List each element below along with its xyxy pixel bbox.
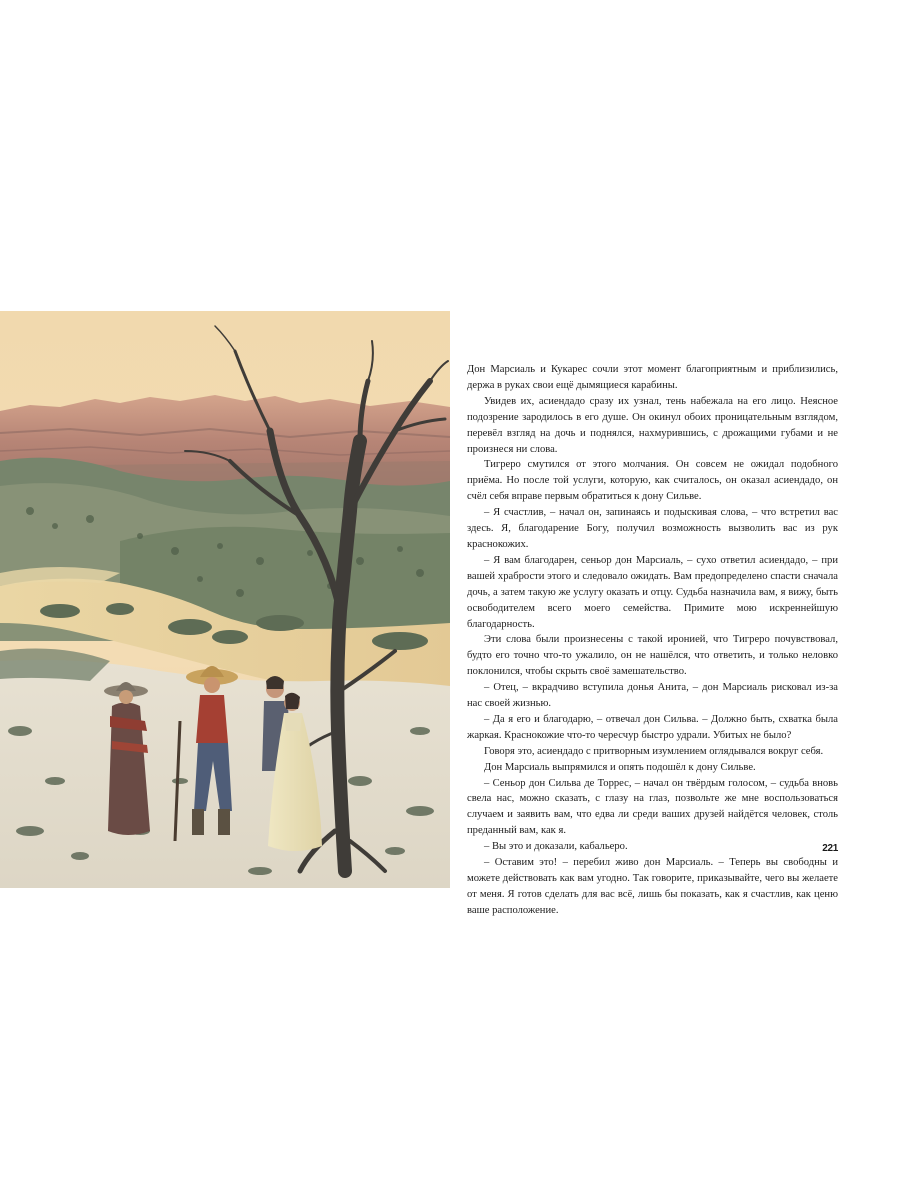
- chapter-text: [467, 362, 838, 919]
- paragraph: – Отец, – вкрадчиво вступила донья Анита, – дон Марсиаль рисковал из-за нас своей жизнью.: [467, 682, 838, 710]
- paragraph: – Оставим это! – перебил живо дон Марсиаль. – Теперь вы свободны и можете действовать как вам угодно. Так говорите, приказывайте, чего вы желаете от меня. Я готов сделать для вас всё, лишь бы показать, как я счастлив, как ценю ваше расположение.: [467, 857, 838, 916]
- paragraph: – Я вам благодарен, сеньор дон Марсиаль, – сухо ответил асиендадо, – при вашей храбрости этого и следовало ожидать. Вам предопределено спасти сначала дочь, а затем такую же услугу оказать и отцу. Судьба назначила вам, я вижу, быть освободителем всего моего семейства. Примите мою искреннейшую благодарность.: [467, 554, 838, 630]
- page-number: 221: [822, 843, 838, 854]
- paragraph: Тигреро смутился от этого молчания. Он совсем не ожидал подобного приёма. Но после той услуги, которую, как считалось, он оказал асиендадо, он счёл себя вправе первым обратиться к дону Сильве.: [467, 459, 838, 503]
- paragraph: Дон Марсиаль и Кукарес сочли этот момент благоприятным и приблизились, держа в руках свои ещё дымящиеся карабины.: [467, 364, 838, 391]
- desert-scene-image: [0, 311, 450, 888]
- paragraph: Увидев их, асиендадо сразу их узнал, тень набежала на его лицо. Неясное подозрение зародилось в его душе. Он окинул обоих проницательным взглядом, перевёл взгляд на дочь и поднялся, нахмурившись, с дрожащими губами и не произнеся ни слова.: [467, 395, 838, 455]
- watercolor-illustration: [0, 311, 450, 888]
- paragraph: Говоря это, асиендадо с притворным изумлением оглядывался вокруг себя.: [484, 745, 824, 757]
- paragraph: – Да я его и благодарю, – отвечал дон Сильва. – Должно быть, схватка была жаркая. Краснокожие что-то чересчур быстро удрали. Убитых не было?: [467, 713, 838, 741]
- paragraph: – Сеньор дон Сильва де Торрес, – начал он твёрдым голосом, – судьба вновь свела нас, можно сказать, с глазу на глаз, позвольте же мне воспользоваться случаем и заявить вам, что едва ли среди ваших друзей найдётся человек, столь преданный вам, как я.: [467, 777, 838, 837]
- paragraph: Эти слова были произнесены с такой иронией, что Тигреро почувствовал, будто его точно что-то ужалило, он не нашёлся, что ответить, и только неловко поклонился, чтобы скрыть своё замешательство.: [467, 634, 838, 678]
- paragraph: – Вы это и доказали, кабальеро.: [484, 841, 628, 853]
- paragraph: Дон Марсиаль выпрямился и опять подошёл к дону Сильве.: [484, 761, 756, 773]
- paragraph: – Я счастлив, – начал он, запинаясь и подыскивая слова, – что встретил вас здесь. Я, благодарение Богу, получил возможность вызволить вас из рук краснокожих.: [467, 507, 838, 550]
